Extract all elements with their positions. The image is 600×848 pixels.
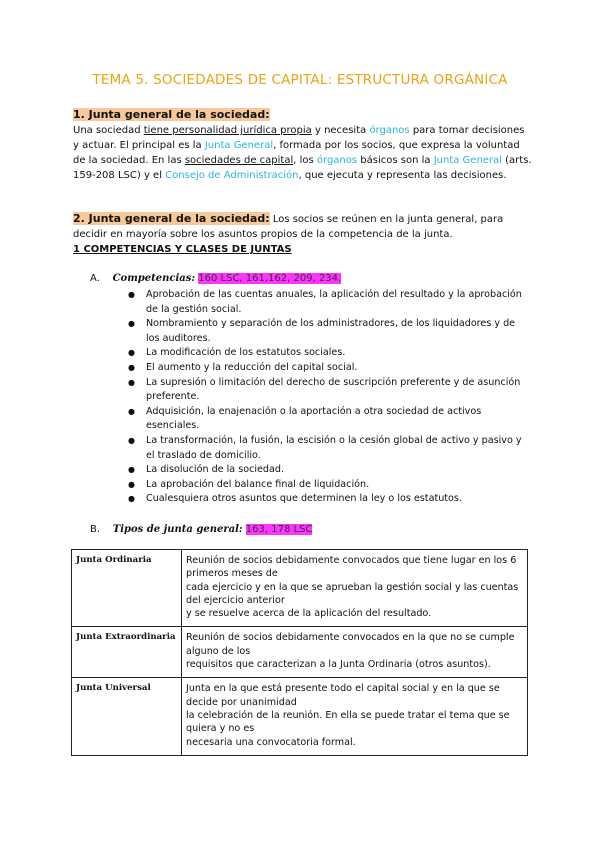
description-line: la celebración de la reunión. En ella se puede tratar el tema que se quiera y no es <box>186 709 510 735</box>
competencias-refs: 160 LSC, 161,162, 209, 234. <box>198 273 342 284</box>
table-cell-type: Junta Universal <box>72 678 182 755</box>
text-run: para tomar decisiones y actuar. El principal es la <box>73 125 525 151</box>
table-cell-description <box>182 550 528 627</box>
list-item: ● La transformación, la fusión, la escisión o la cesión global de activo y pasivo y el traslado de domicilio. <box>128 434 528 463</box>
table-cell-description <box>182 678 528 755</box>
table-cell-type: Junta Extraordinaria <box>72 627 182 678</box>
competencias-list <box>128 288 528 507</box>
description-line: necesaria una convocatoria formal. <box>186 736 356 748</box>
section-2-text: Los socios se reúnen en la junta general, para decidir en mayoría sobre los asuntos propios de la competencia de la junta. <box>73 214 504 240</box>
text-run: Una sociedad <box>73 125 141 136</box>
list-item: ● Aprobación de las cuentas anuales, la aplicación del resultado y la aprobación de la gestión social. <box>128 288 528 317</box>
text-run: (arts. 159-208 LSC) y el <box>73 155 532 181</box>
competencias-label: Competencias: <box>112 273 196 284</box>
section-1-heading: 1. Junta general de la sociedad: <box>73 108 270 121</box>
list-letter: B. <box>90 524 101 535</box>
section-2-heading: 2. Junta general de la sociedad: <box>73 212 270 225</box>
competencias-heading <box>90 271 341 286</box>
tipos-refs: 163, 178 LSC <box>245 524 313 535</box>
description-line: Reunión de socios debidamente convocados que tiene lugar en los 6 primeros meses de <box>186 555 517 580</box>
list-item: ● El aumento y la reducción del capital social. <box>128 361 528 376</box>
table-row <box>72 627 528 678</box>
highlight-term: órganos <box>316 155 358 166</box>
table-cell-type: Junta Ordinaria <box>72 550 182 627</box>
description-line: requisitos que caracterizan a la Junta Ordinaria (otros asuntos). <box>186 659 491 671</box>
page-title: TEMA 5. SOCIEDADES DE CAPITAL: ESTRUCTURA ORGÁNICA <box>92 72 508 88</box>
text-run: , los <box>293 155 314 166</box>
highlight-term: Consejo de Administración <box>165 170 299 181</box>
list-item: ● Nombramiento y separación de los administradores, de los liquidadores y de los auditores. <box>128 317 528 346</box>
list-item: ● La supresión o limitación del derecho de suscripción preferente y de asunción preferente. <box>128 376 528 405</box>
text-run: , que ejecuta y representa las decisiones. <box>298 170 507 181</box>
description-line: Junta en la que está presente todo el capital social y en la que se decide por unanimidad <box>186 683 500 708</box>
table-cell-description <box>182 627 528 678</box>
junta-types-table <box>71 549 528 756</box>
highlight-term: Junta General <box>204 140 274 151</box>
tipos-label: Tipos de junta general: <box>112 524 243 535</box>
text-run: básicos son la <box>360 155 431 166</box>
tipos-heading <box>90 522 312 537</box>
highlight-term: Junta General <box>433 155 502 166</box>
text-run: y necesita <box>314 125 367 136</box>
list-letter: A. <box>90 273 100 284</box>
list-item: ● La modificación de los estatutos sociales. <box>128 346 528 361</box>
table-row <box>72 678 528 755</box>
description-line: y se resuelve acerca de la aplicación del resultado. <box>186 608 432 620</box>
highlight-term: órganos <box>369 125 410 136</box>
description-line: cada ejercicio y en la que se aprueban la gestión social y las cuentas del ejercicio anterior <box>186 581 519 606</box>
underlined-text: tiene personalidad jurídica propia <box>143 125 312 136</box>
section-2-subheading: 1 COMPETENCIAS Y CLASES DE JUNTAS <box>73 244 292 255</box>
list-item: ● La aprobación del balance final de liquidación. <box>128 478 528 493</box>
section-2 <box>73 211 533 257</box>
section-1 <box>73 107 533 183</box>
text-run: , formada por los socios, que expresa la voluntad de la sociedad. En las <box>73 140 520 166</box>
list-item: ● Adquisición, la enajenación o la aportación a otra sociedad de activos esenciales. <box>128 405 528 434</box>
description-line: Reunión de socios debidamente convocados en la que no se cumple alguno de los <box>186 632 515 657</box>
underlined-text: sociedades de capital <box>184 155 294 166</box>
list-item: ● La disolución de la sociedad. <box>128 463 528 478</box>
table-row <box>72 550 528 627</box>
list-item: ● Cualesquiera otros asuntos que determinen la ley o los estatutos. <box>128 492 528 507</box>
